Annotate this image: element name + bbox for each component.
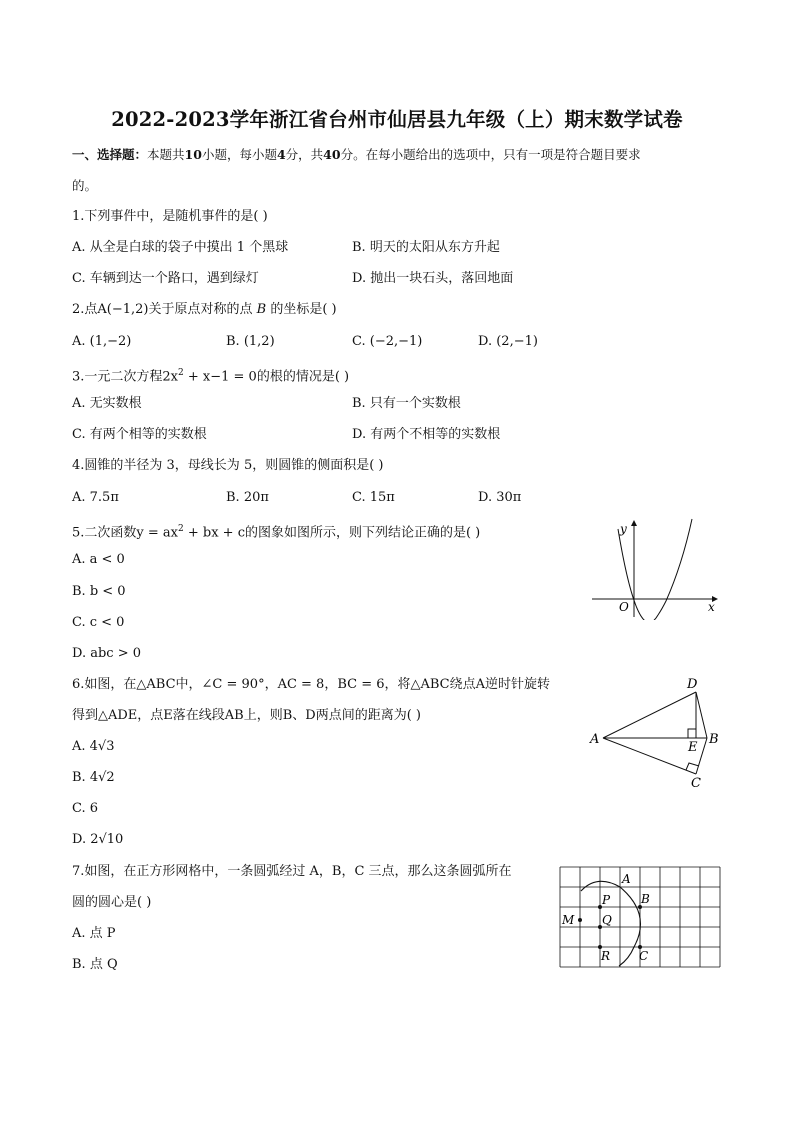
- q6-triangle-figure: [585, 674, 730, 792]
- q1-option-d: D. 抛出一块石头，落回地面: [352, 271, 514, 286]
- q3-stem-a: 3.一元二次方程2x: [72, 369, 179, 385]
- q6-stem-line1: 6.如图，在△ABC中，∠C = 90°，AC = 8，BC = 6，将△ABC绕点A逆时针旋转: [72, 677, 551, 692]
- q6-option-d: D. 2√10: [72, 832, 124, 847]
- section-header-cont: 的。: [72, 178, 98, 193]
- q5-label-y: y: [620, 522, 627, 536]
- q4-option-b: B. 20π: [226, 490, 269, 505]
- q3-option-b: B. 只有一个实数根: [352, 396, 461, 411]
- page-title: 2022-2023学年浙江省台州市仙居县九年级（上）期末数学试卷: [111, 108, 683, 131]
- section-points-each: 4: [276, 147, 286, 162]
- q6-label-a: A: [590, 732, 600, 747]
- q2-option-d: D. (2,−1): [478, 334, 538, 349]
- q7-label-r: R: [601, 949, 611, 963]
- q5-stem-b: + bx + c的图象如图所示，则下列结论正确的是( ): [183, 525, 481, 541]
- q5-stem-sup: 2: [178, 524, 184, 534]
- q6-right-angle-e: [688, 729, 696, 738]
- q2-option-c: C. (−2,−1): [352, 334, 423, 349]
- q7-label-p: P: [602, 893, 611, 907]
- q4-option-c: C. 15π: [352, 490, 395, 505]
- q7-label-q: Q: [602, 913, 612, 927]
- q6-label-c: C: [691, 776, 701, 791]
- q6-option-c: C. 6: [72, 801, 99, 816]
- q5-option-d: D. abc > 0: [72, 646, 142, 661]
- q5-label-x: x: [708, 600, 715, 614]
- q7-label-c: C: [639, 949, 649, 963]
- q2-option-b: B. (1,2): [226, 334, 275, 349]
- q4-option-d: D. 30π: [478, 490, 522, 505]
- q5-option-c: C. c < 0: [72, 615, 125, 630]
- q2-stem: [72, 301, 337, 319]
- q3-stem-b: + x−1 = 0的根的情况是( ): [183, 369, 350, 385]
- section-text-a: 本题共: [147, 147, 185, 162]
- q5-parabola-figure: [588, 515, 728, 620]
- q1-option-b: B. 明天的太阳从东方升起: [352, 240, 500, 255]
- q5-y-axis-arrow: [631, 520, 637, 526]
- q6-option-b: B. 4√2: [72, 770, 115, 785]
- q6-segment-cb: [696, 738, 707, 774]
- q3-stem-sup: 2: [178, 368, 184, 378]
- q5-option-a: A. a < 0: [72, 552, 125, 567]
- section-n-questions: 10: [184, 147, 202, 162]
- q2-stem-c: 的坐标是( ): [266, 302, 337, 317]
- q6-label-b: B: [709, 732, 719, 747]
- q3-option-d: D. 有两个不相等的实数根: [352, 427, 501, 442]
- q5-label-origin: O: [619, 600, 629, 614]
- section-text-c: 分，共: [285, 147, 324, 162]
- q7-grid-figure: [557, 864, 722, 969]
- section-text-b: 小题，每小题: [201, 147, 277, 162]
- q6-stem-line2: 得到△ADE，点E落在线段AB上，则B、D两点间的距离为( ): [72, 708, 421, 723]
- section-text-d: 分。在每小题给出的选项中，只有一项是符合题目要求: [340, 147, 641, 162]
- q3-stem: [72, 364, 349, 386]
- q7-option-b: B. 点 Q: [72, 957, 118, 972]
- section-header: [72, 146, 641, 164]
- q4-option-a: A. 7.5π: [72, 490, 119, 505]
- q1-option-c: C. 车辆到达一个路口，遇到绿灯: [72, 271, 259, 286]
- q1-option-a: A. 从全是白球的袋子中摸出 1 个黑球: [72, 240, 289, 255]
- section-lead: 一、选择题：: [72, 147, 148, 162]
- q3-option-a: A. 无实数根: [72, 396, 142, 411]
- q7-point-m: [578, 918, 582, 922]
- q4-stem: 4.圆锥的半径为 3，母线长为 5，则圆锥的侧面积是( ): [72, 458, 384, 473]
- q7-stem-line1: 7.如图，在正方形网格中，一条圆弧经过 A，B，C 三点，那么这条圆弧所在: [72, 864, 512, 879]
- section-points-total: 40: [323, 147, 341, 162]
- q7-label-a: A: [622, 872, 631, 886]
- q1-stem: 1.下列事件中，是随机事件的是( ): [72, 209, 268, 224]
- q6-label-e: E: [688, 740, 698, 755]
- q6-option-a: A. 4√3: [72, 739, 115, 754]
- q2-stem-a: 2.点A(−1,2)关于原点对称的点: [72, 302, 257, 317]
- q6-segment-db: [696, 692, 707, 738]
- q7-label-m: M: [562, 913, 575, 927]
- q2-stem-b: B: [256, 302, 267, 317]
- q7-label-b: B: [641, 892, 650, 906]
- q3-option-c: C. 有两个相等的实数根: [72, 427, 207, 442]
- q5-stem-a: 5.二次函数y = ax: [72, 525, 178, 541]
- q2-option-a: A. (1,−2): [72, 334, 132, 349]
- q7-stem-line2: 圆的圆心是( ): [72, 895, 152, 910]
- q6-segment-ac: [603, 738, 696, 774]
- q7-option-a: A. 点 P: [72, 926, 116, 941]
- q6-segment-ad: [603, 692, 696, 738]
- q5-option-b: B. b < 0: [72, 584, 126, 599]
- q5-stem: [72, 520, 480, 542]
- q6-label-d: D: [687, 677, 698, 692]
- q5-parabola-curve: [618, 519, 692, 620]
